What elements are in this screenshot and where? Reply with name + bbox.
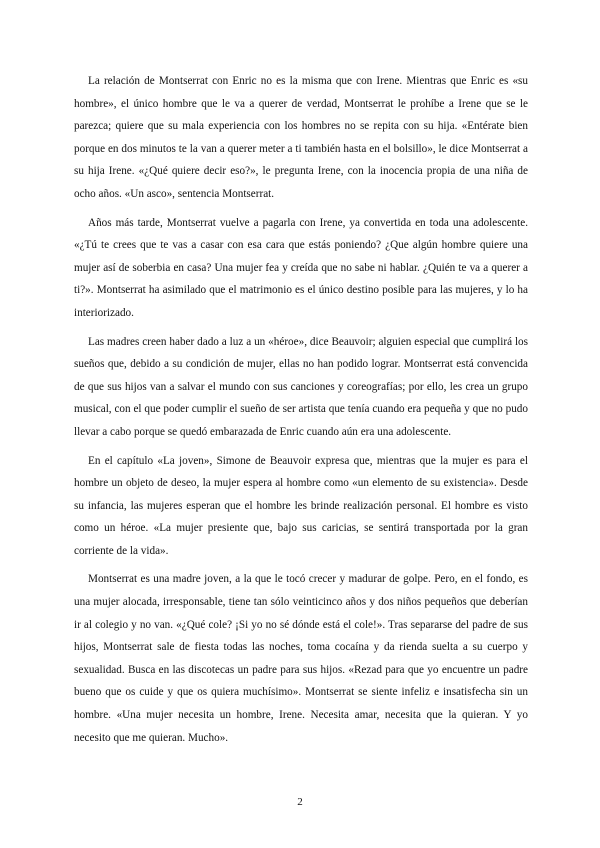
page-number: 2 bbox=[297, 796, 303, 808]
page-body bbox=[74, 70, 528, 755]
paragraph-2: Años más tarde, Montserrat vuelve a pagarla con Irene, ya convertida en toda una adolescente. «¿Tú te crees que te vas a casar con esa cara que estás poniendo? ¿Que algún hombre quiere una mujer así de soberbia en casa? Una mujer fea y creída que no sabe ni hablar. ¿Quién te va a querer a ti?». Montserrat ha asimilado que el matrimonio es el único destino posible para las mujeres, y lo ha interiorizado. bbox=[74, 216, 528, 319]
paragraph-1: La relación de Montserrat con Enric no es la misma que con Irene. Mientras que Enric es «su hombre», el único hombre que le va a querer de verdad, Montserrat le prohíbe a Irene que se le parezca; quiere que su mala experiencia con los hombres no se repita con su hija. «Entérate bien porque en dos minutos te la van a querer meter a ti también hasta en el bolsillo», le dice Montserrat a su hija Irene. «¿Qué quiere decir eso?», le pregunta Irene, con la inocencia propia de una niña de ocho años. «Un asco», sentencia Montserrat. bbox=[74, 75, 528, 200]
paragraph-3: Las madres creen haber dado a luz a un «héroe», dice Beauvoir; alguien especial que cumplirá los sueños que, debido a su condición de mujer, ellas no han podido lograr. Montserrat está convencida de que sus hijos van a salvar el mundo con sus canciones y coreografías; por ello, les crea un grupo musical, con el que poder cumplir el sueño de ser artista que tenía cuando era pequeña y que no pudo llevar a cabo porque se quedó embarazada de Enric cuando aún era una adolescente. bbox=[74, 335, 528, 438]
paragraph-5: Montserrat es una madre joven, a la que le tocó crecer y madurar de golpe. Pero, en el fondo, es una mujer alocada, irresponsable, tiene tan sólo veinticinco años y dos niños pequeños que deberían ir al colegio y no van. «¿Qué cole? ¡Si yo no sé dónde está el cole!». Tras separarse del padre de sus hijos, Montserrat sale de fiesta todas las noches, toma cocaína y da rienda suelta a su cuerpo y sexualidad. Busca en las discotecas un padre para sus hijos. «Rezad para que yo encuentre un padre bueno que os cuide y que os quiera muchísimo». Montserrat se siente infeliz e insatisfecha sin un hombre. «Una mujer necesita un hombre, Irene. Necesita amar, necesita que la quieran. Y yo necesito que me quieran. Mucho». bbox=[74, 573, 528, 744]
paragraph-4: En el capítulo «La joven», Simone de Beauvoir expresa que, mientras que la mujer es para el hombre un objeto de deseo, la mujer espera al hombre como «un elemento de su existencia». Desde su infancia, las mujeres esperan que el hombre les brinde realización personal. El hombre es visto como un héroe. «La mujer presiente que, bajo sus caricias, se sentirá transportada por la gran corriente de la vida». bbox=[74, 454, 528, 557]
